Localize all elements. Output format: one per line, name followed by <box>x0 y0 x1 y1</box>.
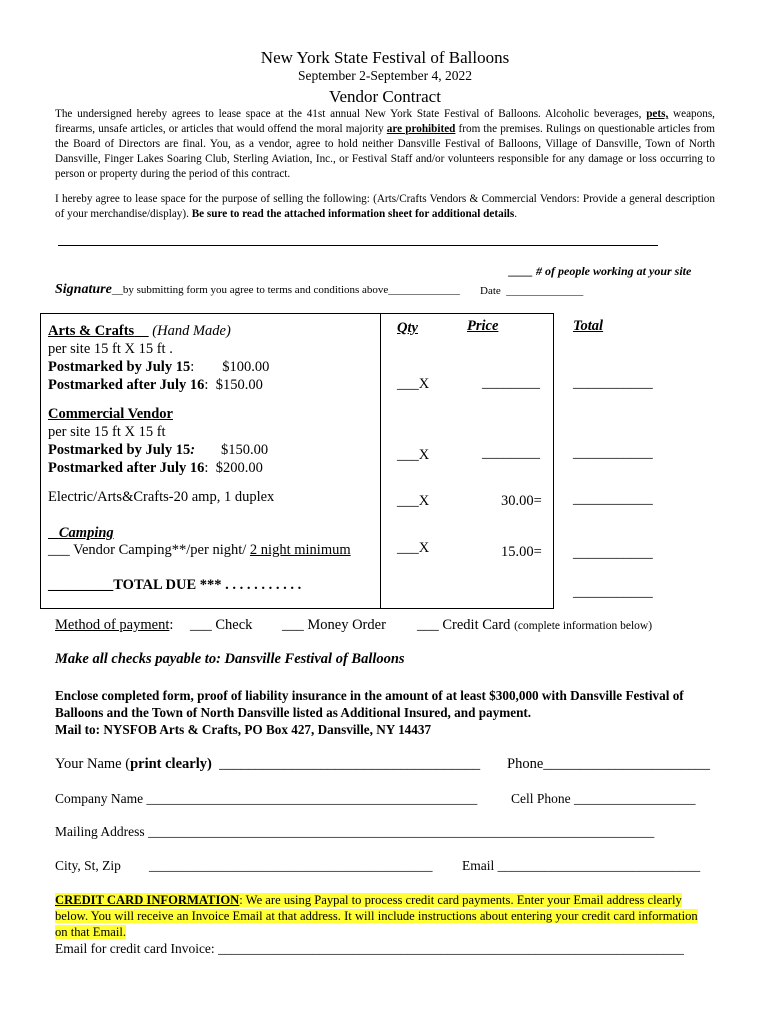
credit-card-email-field[interactable]: Email for credit card Invoice: _____________________________________________________________________ <box>55 941 684 956</box>
commercial-vendor-section: Commercial Vendor per site 15 ft X 15 ft Postmarked by July 15: $150.00 Postmarked after July 16: $200.00 <box>48 406 269 476</box>
qty-header: Qty <box>397 320 418 336</box>
merchandise-description-field[interactable] <box>58 245 658 246</box>
terms-paragraph: The undersigned hereby agrees to lease space at the 41st annual New York State Festival of Balloons. Alcoholic beverages, pets, weapons, firearms, unsafe articles, or articles that would offend the moral majority are prohibited from the premises. Rulings on questionable articles from the Board of Directors are final. You, as a vendor, agree to hold neither Dansville Festival of Balloons, Village of Dansville, Town of North Dansville, Finger Lakes Soaring Club, Sterling Aviation, Inc., or Festival Staff and/or volunteers responsible for any damage or loss occurring to person or property during the period of this contract. <box>55 108 715 180</box>
event-dates: September 2-September 4, 2022 <box>298 68 472 83</box>
document-title: Vendor Contract <box>329 87 441 106</box>
camping-total-field[interactable]: ___________ <box>573 545 653 561</box>
company-name-field[interactable]: Company Name _________________________________________________ <box>55 791 478 806</box>
total-header: Total <box>573 318 604 334</box>
electric-label: Electric/Arts&Crafts-20 amp, 1 duplex <box>48 489 275 505</box>
email-field[interactable]: Email ______________________________ <box>462 858 701 873</box>
arts-crafts-section: Arts & Crafts (Hand Made) per site 15 ft X 15 ft . Postmarked by July 15: $100.00 Postmarked after July 16: $150.00 <box>48 323 270 393</box>
electric-qty-field[interactable]: ___X <box>397 493 430 509</box>
commercial-price-field[interactable]: ________ <box>482 445 540 461</box>
your-name-field[interactable]: Your Name (print clearly) ____________________________________ <box>55 756 481 772</box>
payment-money-order-option[interactable]: ___ Money Order <box>282 617 386 633</box>
payment-method-label: Method of payment: <box>55 617 174 633</box>
checks-payable-note: Make all checks payable to: Dansville Festival of Balloons <box>55 651 405 667</box>
lease-purpose-paragraph: I hereby agree to lease space for the purpose of selling the following: (Arts/Crafts Vendors & Commercial Vendors: Provide a general description of your merchandise/display). Be sure to read the attached information sheet for additional details. <box>55 193 715 220</box>
table-divider <box>380 314 381 608</box>
camping-price: 15.00= <box>501 544 542 560</box>
camping-title: Camping <box>58 525 114 541</box>
city-state-zip-label: City, St, Zip <box>55 858 121 873</box>
arts-total-field[interactable]: ___________ <box>573 375 653 391</box>
camping-qty-field[interactable]: ___X <box>397 540 430 556</box>
vendor-camping-field[interactable]: ___ Vendor Camping**/per night/ 2 night minimum <box>48 542 351 558</box>
cell-phone-field[interactable]: Cell Phone __________________ <box>511 791 696 806</box>
page-title: New York State Festival of Balloons <box>260 48 510 67</box>
electric-total-field[interactable]: ___________ <box>573 491 653 507</box>
mailing-address-field[interactable]: Mailing Address ___________________________________________________________________________ <box>55 824 655 839</box>
city-state-zip-field[interactable]: __________________________________________ <box>149 858 433 873</box>
signature-field[interactable]: Signature__by submitting form you agree to terms and conditions above_____________ <box>55 282 460 297</box>
total-due-label: _________TOTAL DUE *** . . . . . . . . . . . <box>48 577 302 593</box>
arts-price-field[interactable]: ________ <box>482 375 540 391</box>
date-field[interactable]: Date ______________ <box>480 285 584 297</box>
enclose-instructions: Enclose completed form, proof of liability insurance in the amount of at least $300,000 with Dansville Festival of Balloons and the Town of North Dansville listed as Additional Insured, and payment. Mail to: NYSFOB Arts & Crafts, PO Box 427, Dansville, NY 14437 <box>55 688 684 737</box>
total-due-field[interactable]: ___________ <box>573 584 653 600</box>
people-working-field[interactable]: ____ # of people working at your site <box>509 264 692 278</box>
credit-card-info: CREDIT CARD INFORMATION: We are using Paypal to process credit card payments. Enter your Email address clearly below. You will receive an Invoice Email at that address. It will include instructions about entering your credit card information on that Email. <box>55 893 698 939</box>
electric-price: 30.00= <box>501 493 542 509</box>
price-header: Price <box>467 318 499 334</box>
payment-check-option[interactable]: ___ Check <box>190 617 253 633</box>
phone-field[interactable]: Phone_______________________ <box>507 756 710 772</box>
commercial-qty-field[interactable]: ___X <box>397 447 430 463</box>
arts-qty-field[interactable]: ___X <box>397 376 430 392</box>
payment-credit-card-option[interactable]: ___ Credit Card (complete information below) <box>417 617 653 633</box>
commercial-total-field[interactable]: ___________ <box>573 445 653 461</box>
